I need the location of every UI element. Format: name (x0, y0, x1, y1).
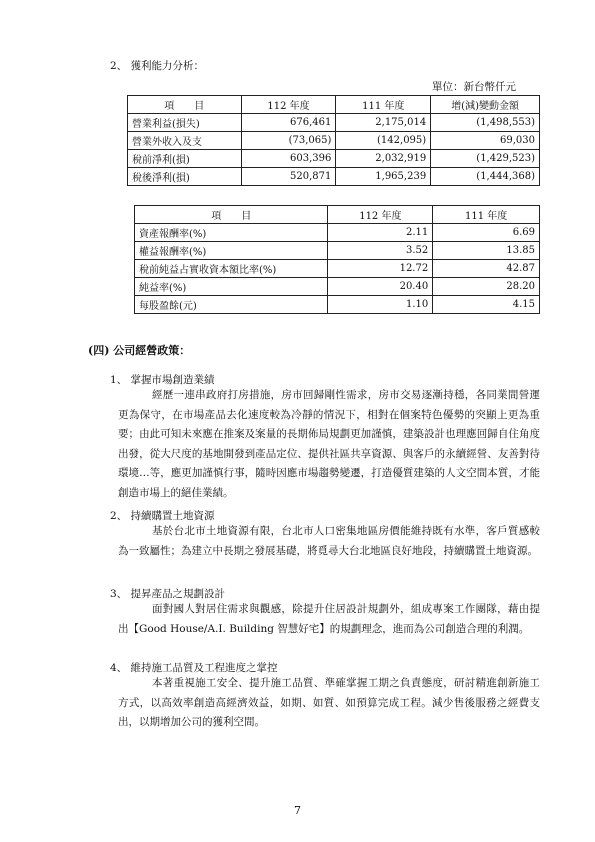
row-label: 營業利益(損失) (128, 114, 242, 132)
cell-value: (142,095) (336, 132, 431, 150)
cell-value: 520,871 (241, 168, 336, 186)
cell-value: (1,429,523) (431, 150, 540, 168)
cell-value: 2,032,919 (336, 150, 431, 168)
table-row (135, 260, 540, 278)
cell-value: 4.15 (433, 296, 540, 314)
cell-value: 1,965,239 (336, 168, 431, 186)
row-label: 稅前純益占實收資本額比率(%) (135, 260, 328, 278)
table-row (128, 132, 540, 150)
item-body: 經歷一連串政府打房措施，房市回歸剛性需求，房市交易逐漸持穩，各同業間營運更為保守，在市場產品去化速度較為冷靜的情況下，相對在個案特色優勢的突顯上更為重要；由此可知未來應在推案及案量的長期佈局規劃更加謹慎，建築設計也理應回歸自住角度出發，從大尺度的基地開發到產品定位、提供社區共享資源、與客戶的永續經營、友善對待環境…等，應更加謹慎行事，隨時因應市場趨勢變遷，打造優質建築的人文空間本質，才能創造市場上的絕佳業績。 (118, 389, 540, 499)
profit-table (127, 95, 540, 186)
col-header: 112 年度 (328, 206, 433, 224)
cell-value: 2,175,014 (336, 114, 431, 132)
cell-value: 42.87 (433, 260, 540, 278)
table-row (135, 296, 540, 314)
col-header: 111 年度 (433, 206, 540, 224)
cell-value: 12.72 (328, 260, 433, 278)
unit-label: 單位：新台幣仟元 (432, 81, 516, 93)
row-label: 營業外收入及支 (128, 132, 242, 150)
cell-value: 20.40 (328, 278, 433, 296)
table-header-row (135, 206, 540, 224)
item-heading: 3、 提昇產品之規劃設計 (110, 588, 226, 600)
table-row (128, 150, 540, 168)
table-header-row (128, 96, 540, 114)
table-row (135, 278, 540, 296)
item-body: 基於台北市土地資源有限，台北市人口密集地區房價能維持既有水準，客戶質感較為一致屬性；為建立中長期之發展基礎，將覓尋大台北地區良好地段，持續購置土地資源。 (118, 525, 540, 557)
col-header: 項 目 (135, 206, 328, 224)
row-label: 每股盈餘(元) (135, 296, 328, 314)
cell-value: 13.85 (433, 242, 540, 260)
col-header: 112 年度 (241, 96, 336, 114)
cell-value: 1.10 (328, 296, 433, 314)
section-title: 2、 獲利能力分析： (110, 60, 205, 72)
cell-value: 2.11 (328, 224, 433, 242)
table-row (128, 168, 540, 186)
cell-value: (1,444,368) (431, 168, 540, 186)
cell-value: 3.52 (328, 242, 433, 260)
row-label: 權益報酬率(%) (135, 242, 328, 260)
cell-value: 28.20 (433, 278, 540, 296)
table-row (135, 224, 540, 242)
cell-value: (1,498,553) (431, 114, 540, 132)
cell-value: 603,396 (241, 150, 336, 168)
col-header: 111 年度 (336, 96, 431, 114)
page-number: 7 (294, 804, 301, 817)
table-row (128, 114, 540, 132)
row-label: 資產報酬率(%) (135, 224, 328, 242)
cell-value: 6.69 (433, 224, 540, 242)
row-label: 純益率(%) (135, 278, 328, 296)
col-header: 增(減)變動金額 (431, 96, 540, 114)
cell-value: 676,461 (241, 114, 336, 132)
col-header: 項 目 (128, 96, 242, 114)
item-body: 面對國人對居住需求與觀感，除提升住居設計規劃外，組成專案工作團隊，藉由提出【Good House/A.I. Building 智慧好宅】的規劃理念，進而為公司創造合理的利潤。 (118, 603, 540, 635)
item-heading: 4、 維持施工品質及工程進度之掌控 (110, 662, 278, 674)
row-label: 稅後淨利(損) (128, 168, 242, 186)
table-row (135, 242, 540, 260)
cell-value: (73,065) (241, 132, 336, 150)
item-heading: 1、 掌握市場創造業績 (110, 374, 215, 386)
item-body: 本著重視施工安全、提升施工品質、準確掌握工期之負責態度，研討精進創新施工方式，以高效率創造高經濟效益，如期、如質、如預算完成工程。減少售後服務之經費支出，以期增加公司的獲利空間。 (118, 677, 540, 728)
cell-value: 69,030 (431, 132, 540, 150)
part-heading: (四) 公司經營政策： (88, 344, 191, 357)
item-heading: 2、 持續購置土地資源 (110, 510, 215, 522)
row-label: 稅前淨利(損) (128, 150, 242, 168)
ratio-table (134, 205, 540, 314)
